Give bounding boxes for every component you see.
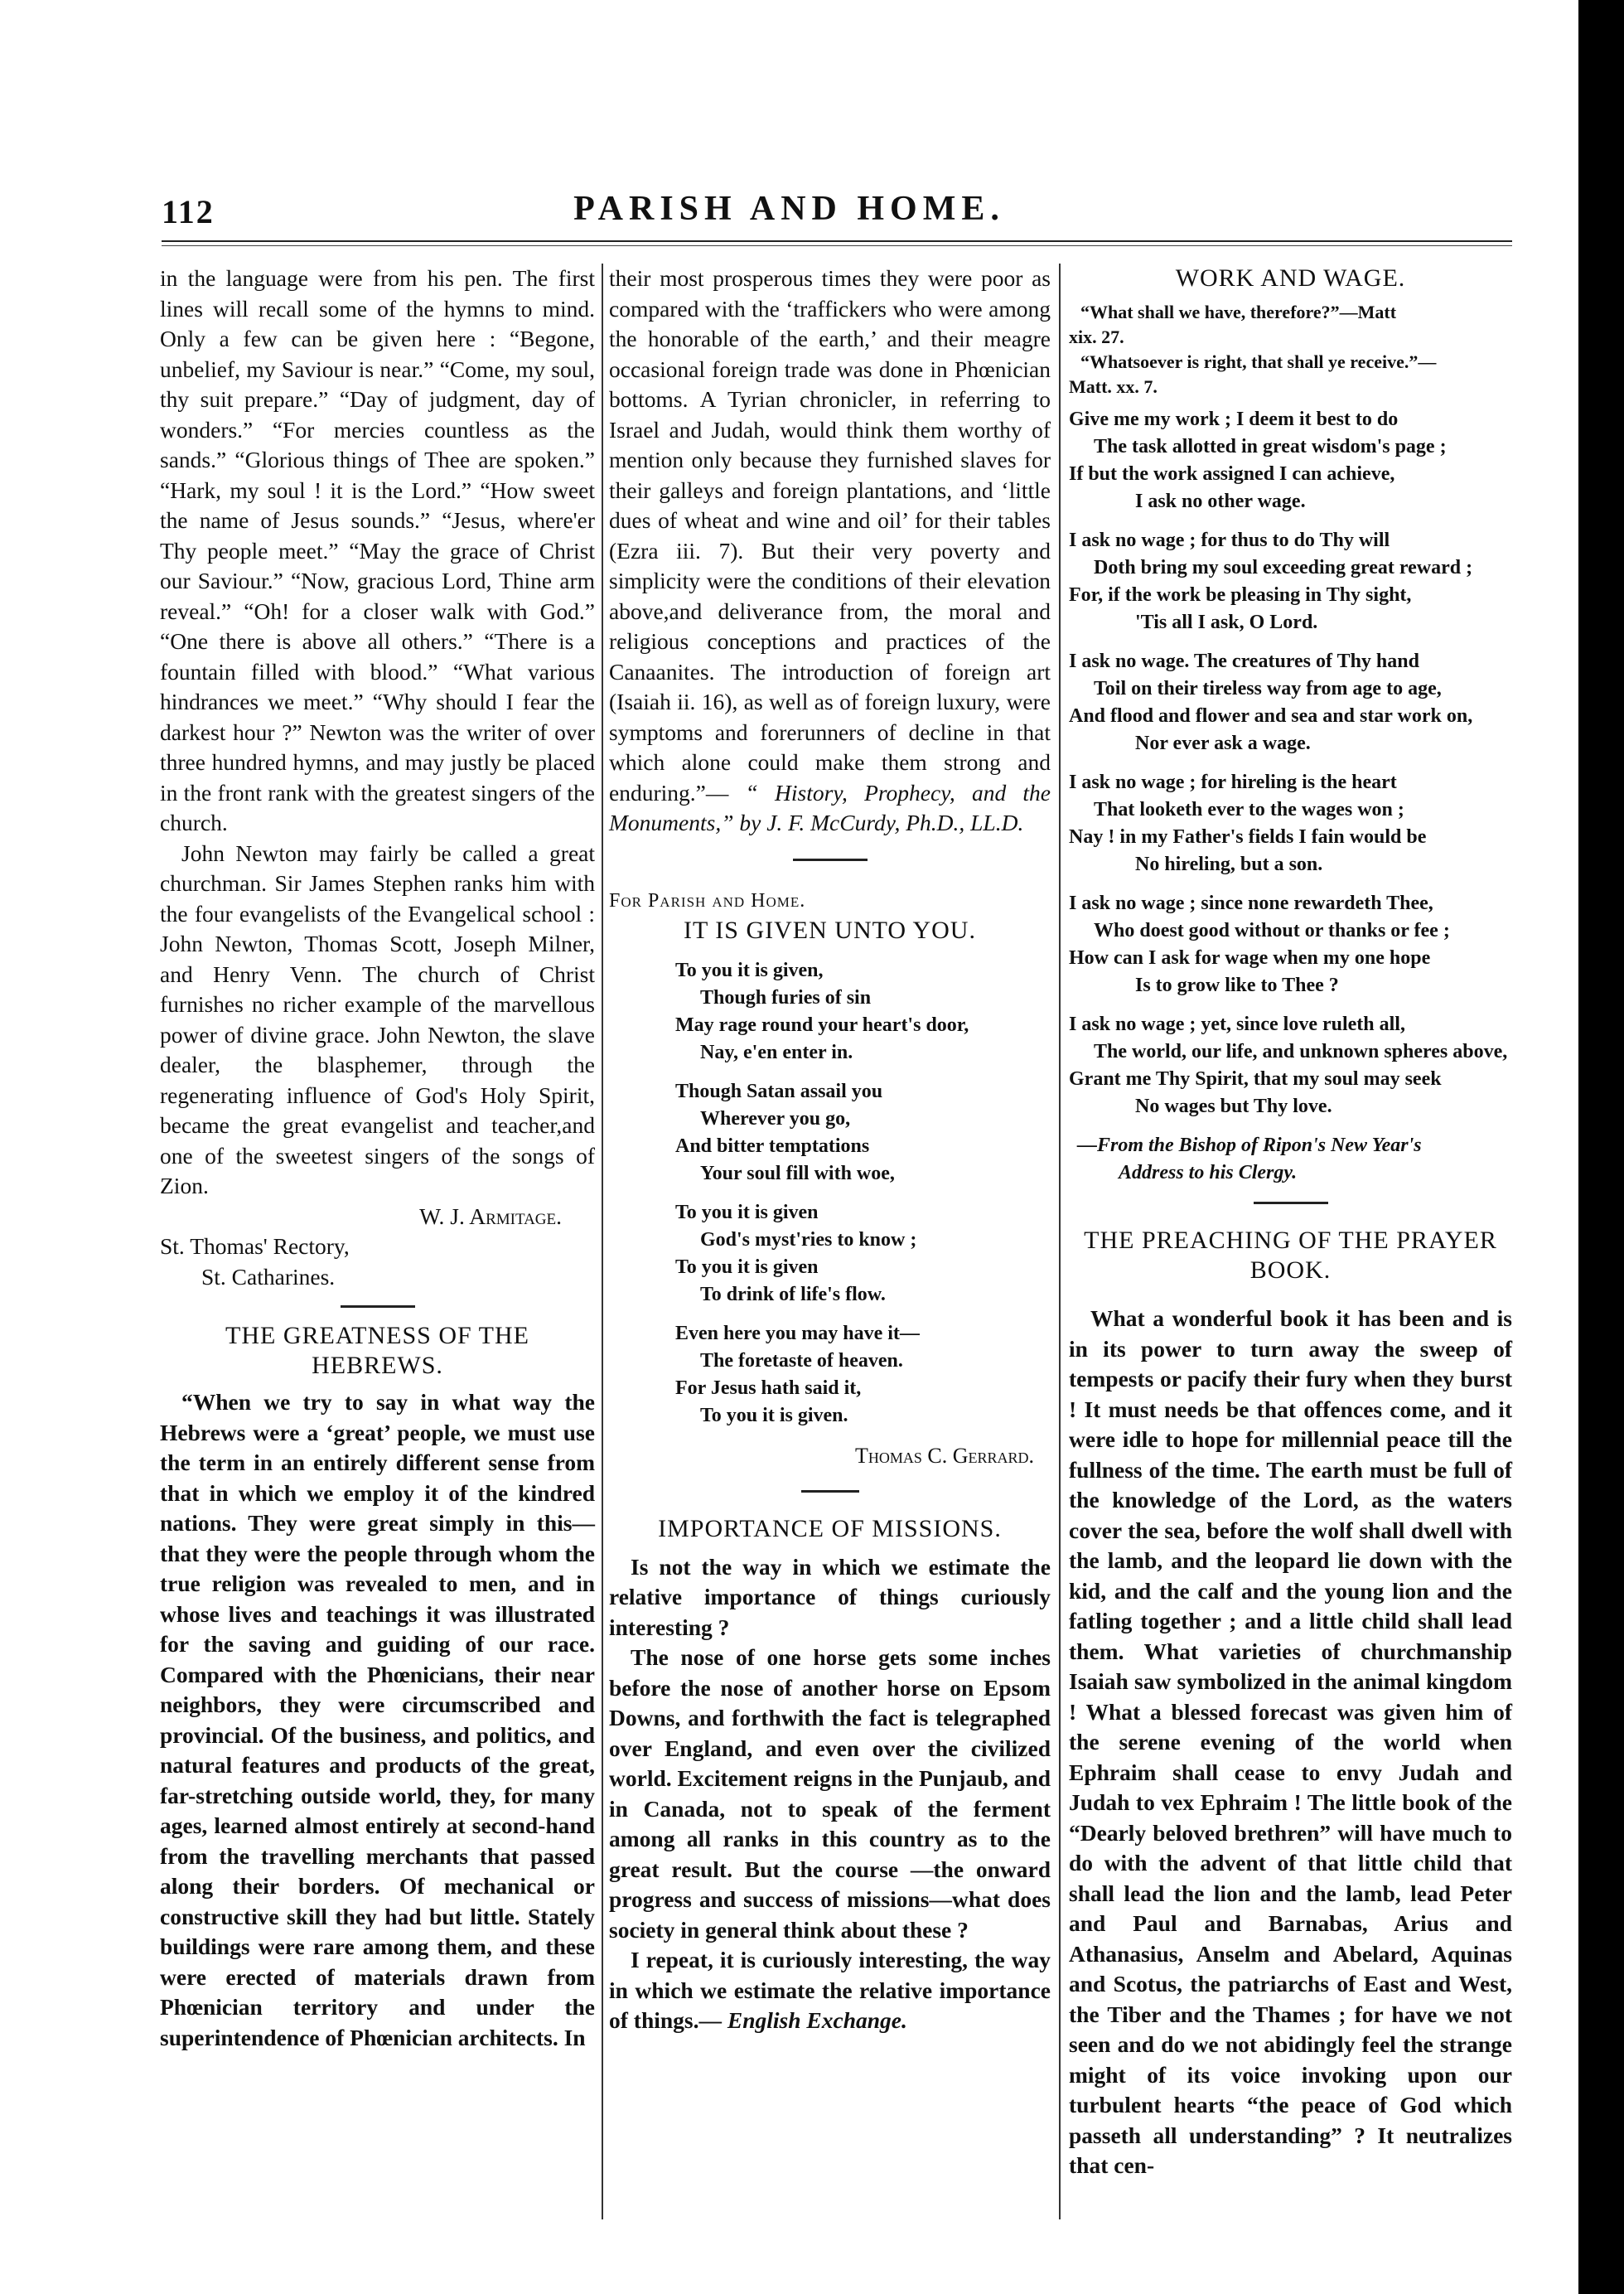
poem-line: And flood and flower and sea and star work on, — [1069, 705, 1473, 727]
missions-paragraph-3-text: I repeat, it is curiously interesting, the way in which we estimate the relative importance of things.— — [609, 1947, 1051, 2033]
poem-line: Wherever you go, — [700, 1108, 851, 1130]
hebrews-source: “ History, Prophecy, and the Monuments,” by J. F. McCurdy, Ph.D., LL.D. — [609, 779, 1051, 835]
poem-line: Nay ! in my Father's fields I fain would be — [1069, 826, 1427, 848]
author-address-line-2: St. Catharines. — [201, 1263, 336, 1290]
page-title: PARISH AND HOME. — [573, 190, 1005, 228]
poem-line: I ask no wage ; for hireling is the heart — [1069, 772, 1397, 793]
missions-heading: IMPORTANCE OF MISSIONS. — [658, 1514, 1002, 1542]
scan-edge — [1578, 0, 1624, 2294]
poem-stanza — [1069, 648, 1512, 757]
poem-stanza — [1069, 769, 1512, 878]
poem-line: May rage round your heart's door, — [675, 1014, 969, 1036]
given-poem — [609, 957, 1051, 1430]
poem-source-line-1: —From the Bishop of Ripon's New Year's — [1077, 1135, 1422, 1156]
author-signature: W. J. Armitage. — [419, 1203, 562, 1229]
poem-line: How can I ask for wage when my one hope — [1069, 947, 1431, 969]
poem-line: For, if the work be pleasing in Thy sight, — [1069, 584, 1412, 606]
poem-line: For Jesus hath said it, — [675, 1377, 862, 1399]
prayer-book-heading-line-2: BOOK. — [1249, 1256, 1332, 1284]
poem-stanza — [1069, 527, 1512, 636]
scripture-ref-2: Matt. xx. 7. — [1069, 376, 1158, 397]
poem-line: To you it is given, — [675, 960, 824, 981]
poem-line: Nay, e'en enter in. — [700, 1042, 853, 1063]
poem-stanza — [1069, 1011, 1512, 1120]
poem-stanza — [675, 957, 1051, 1067]
poem-line: I ask no wage ; for thus to do Thy will — [1069, 530, 1390, 551]
prayer-book-paragraph: What a wonderful book it has been and is in its power to turn away the sweep of tempests or pacify their fury when they burst ! It must needs be that offences come, and it were idle to hope for millennial peace till the fullness of the time. The earth must be full of the knowledge of the Lord, as the waters cover the sea, before the wolf shall dwell with the lamb, and the leopard lie down with the kid, and the calf and the young lion and the fatling together ; and a little child shall lead them. What varieties of churchmanship Isaiah saw symbolized in the animal kingdom ! What a blessed forecast was given him of the serene evening of the world when Ephraim shall cease to envy Judah and Judah to vex Ephraim ! The little book of the “Dearly beloved brethren” will have much to do with the advent of that little child that shall lead the lion and the lamb, lead Peter and Paul and Barnabas, Arius and Athanasius, Anselm and Abelard, Aquinas and Scotus, the patriarchs of East and West, the Tiber and the Thames ; for have we not seen and do we not abidingly feel the strange might of its voice invoking upon our turbulent hearts “the peace of God which passeth all understanding” ? It neutralizes that cen- — [1069, 1305, 1512, 2178]
column-1 — [160, 264, 595, 2053]
newton-hymns-paragraph: in the language were from his pen. The first lines will recall some of the hymns to mind. Only a few can be given here : “Begone, unbelief, my Saviour is near.” “Come, my soul, thy suit prepare.” “Day of judgment, day of wonders.” “For mercies countless as the sands.” “Glorious things of Thee are spoken.” “Hark, my soul ! it is the Lord.” “How sweet the name of Jesus sounds.” “Jesus, where'er Thy people meet.” “May the grace of Christ our Saviour.” “Now, gracious Lord, Thine arm reveal.” “Oh! for a closer walk with God.” “One there is above all others.” “There is a fountain filled with blood.” “What various hindrances we meet.” “Why should I fear the darkest hour ?” Newton was the writer of over three hundred hymns, and may justly be placed in the front rank with the greatest singers of the church. — [160, 265, 595, 835]
poem-line: To you it is given — [675, 1202, 819, 1223]
poem-line: 'Tis all I ask, O Lord. — [1135, 612, 1318, 633]
poem-line: To you it is given. — [700, 1405, 848, 1426]
page-number: 112 — [162, 193, 215, 230]
poem-line: The world, our life, and unknown spheres above, — [1094, 1041, 1508, 1062]
hebrews-paragraph: “When we try to say in what way the Hebrews were a ‘great’ people, we must use the term in an entirely different sense from that in which we employ it of the kindred nations. They were great simply in this—that they were the people through whom the true religion was revealed to men, and in whose lives and teachings it was illustrated for the saving and guiding of our race. Compared with the Phœnicians, their near neighbors, they were circumscribed and provincial. Of the business, and politics, and natural features and products of the great, far-stretching outside world, they, for many ages, learned almost entirely at second-hand from the travelling merchants that passed along their borders. Of mechanical or constructive skill they had but little. Stately buildings were rare among them, and these were erected of materials drawn from Phœnician territory and under the superintendence of Phœnician architects. In — [160, 1389, 595, 2050]
poem-line: Your soul fill with woe, — [700, 1163, 895, 1184]
poem-line: No hireling, but a son. — [1135, 854, 1323, 875]
poem-stanza — [675, 1320, 1051, 1430]
poem-title: IT IS GIVEN UNTO YOU. — [684, 917, 976, 944]
missions-paragraph-3 — [609, 1945, 1051, 2036]
poem-line: No wages but Thy love. — [1135, 1096, 1332, 1117]
header-rule — [162, 240, 1512, 242]
missions-paragraph-2: The nose of one horse gets some inches before the nose of another horse on Epsom Downs, and forthwith the fact is telegraphed over England, and even over the civilized world. Excitement reigns in the Punjaub, and in Canada, not to speak of the ferment among all ranks in this country as to the great result. But the course —the onward progress and success of missions—what does society in general think about these ? — [609, 1644, 1051, 1943]
poem-source-line-2: Address to his Clergy. — [1119, 1162, 1298, 1183]
poem-line: The task allotted in great wisdom's page ; — [1094, 436, 1447, 457]
scripture-quote-1: “What shall we have, therefore?”—Matt — [1080, 302, 1397, 322]
poem-stanza — [675, 1078, 1051, 1188]
author-address-line-1: St. Thomas' Rectory, — [160, 1233, 350, 1259]
work-and-wage-poem — [1069, 406, 1512, 1120]
poem-line: Even here you may have it— — [675, 1323, 920, 1344]
section-divider — [801, 1490, 859, 1493]
for-parish-and-home-line: For Parish and Home. — [609, 889, 806, 912]
poem-line: Give me my work ; I deem it best to do — [1069, 409, 1399, 430]
newton-churchman-paragraph: John Newton may fairly be called a great churchman. Sir James Stephen ranks him with the four evangelists of the Evangelical school : John Newton, Thomas Scott, Joseph Milner, and Henry Venn. The church of Christ furnishes no richer example of the marvellous power of divine grace. John Newton, the slave dealer, the blasphemer, through the regenerating influence of God's Holy Spirit, became the great evangelist and teacher,and one of the sweetest singers of the songs of Zion. — [160, 840, 595, 1198]
section-divider — [341, 1305, 415, 1308]
missions-paragraph-1: Is not the way in which we estimate the relative importance of things curiously interesting ? — [609, 1553, 1051, 1640]
poem-stanza — [1069, 406, 1512, 515]
scripture-quote-2: “Whatsoever is right, that shall ye receive.”— — [1080, 351, 1437, 372]
poem-line: Doth bring my soul exceeding great reward ; — [1094, 557, 1473, 578]
work-and-wage-heading: WORK AND WAGE. — [1175, 264, 1406, 292]
header-rule-thin — [162, 245, 1512, 246]
poem-line: I ask no other wage. — [1135, 491, 1306, 512]
poem-line: Toil on their tireless way from age to age, — [1094, 678, 1442, 699]
poem-line: That looketh ever to the wages won ; — [1094, 799, 1404, 820]
hebrews-heading-line-2: HEBREWS. — [312, 1352, 443, 1379]
poem-stanza — [675, 1199, 1051, 1309]
poem-line: The foretaste of heaven. — [700, 1350, 903, 1372]
poem-line: If but the work assigned I can achieve, — [1069, 463, 1395, 485]
poem-line: I ask no wage. The creatures of Thy hand — [1069, 651, 1419, 672]
poem-line: To drink of life's flow. — [700, 1284, 886, 1305]
poem-line: Though furies of sin — [700, 987, 872, 1009]
poem-line: Nor ever ask a wage. — [1135, 733, 1311, 754]
poem-line: Though Satan assail you — [675, 1081, 883, 1102]
section-divider — [793, 859, 868, 861]
poem-author: Thomas C. Gerrard. — [854, 1444, 1034, 1468]
column-3 — [1069, 264, 1512, 2181]
poem-line: And bitter temptations — [675, 1135, 870, 1157]
section-divider — [1254, 1202, 1328, 1204]
poem-stanza — [1069, 890, 1512, 999]
poem-line: Is to grow like to Thee ? — [1135, 975, 1339, 996]
poem-line: To you it is given — [675, 1256, 819, 1278]
hebrews-continued-text: their most prosperous times they were poor as compared with the ‘traffickers who were among the honorable of the earth,’ and their meagre occasional foreign trade was done in Phœnician bottoms. A Tyrian chronicler, in referring to Israel and Judah, would think them worthy of mention only because they furnished slaves for their galleys and foreign plantations, and ‘little dues of wheat and wine and oil’ for their tables (Ezra iii. 7). But their very poverty and simplicity were the conditions of their elevation above,and deliverance from, the moral and religious conceptions and practices of the Canaanites. The introduction of foreign art (Isaiah ii. 16), as well as of foreign luxury, were symptoms and forerunners of decline in that which alone could make them strong and enduring.”— — [609, 265, 1051, 806]
poem-line: I ask no wage ; since none rewardeth Thee, — [1069, 893, 1433, 914]
poem-line: Who doest good without or thanks or fee ; — [1094, 920, 1450, 941]
column-divider-left — [602, 264, 603, 2219]
hebrews-heading-line-1: THE GREATNESS OF THE — [225, 1322, 529, 1349]
missions-source: English Exchange. — [727, 2007, 907, 2033]
poem-line: I ask no wage ; yet, since love ruleth all, — [1069, 1014, 1405, 1035]
prayer-book-heading-line-1: THE PREACHING OF THE PRAYER — [1084, 1227, 1497, 1254]
column-divider-right — [1059, 264, 1061, 2219]
column-2 — [609, 264, 1051, 2036]
poem-line: Grant me Thy Spirit, that my soul may seek — [1069, 1068, 1442, 1090]
poem-line: God's myst'ries to know ; — [700, 1229, 917, 1251]
hebrews-continued-paragraph — [609, 264, 1051, 839]
scripture-ref-1: xix. 27. — [1069, 327, 1124, 347]
